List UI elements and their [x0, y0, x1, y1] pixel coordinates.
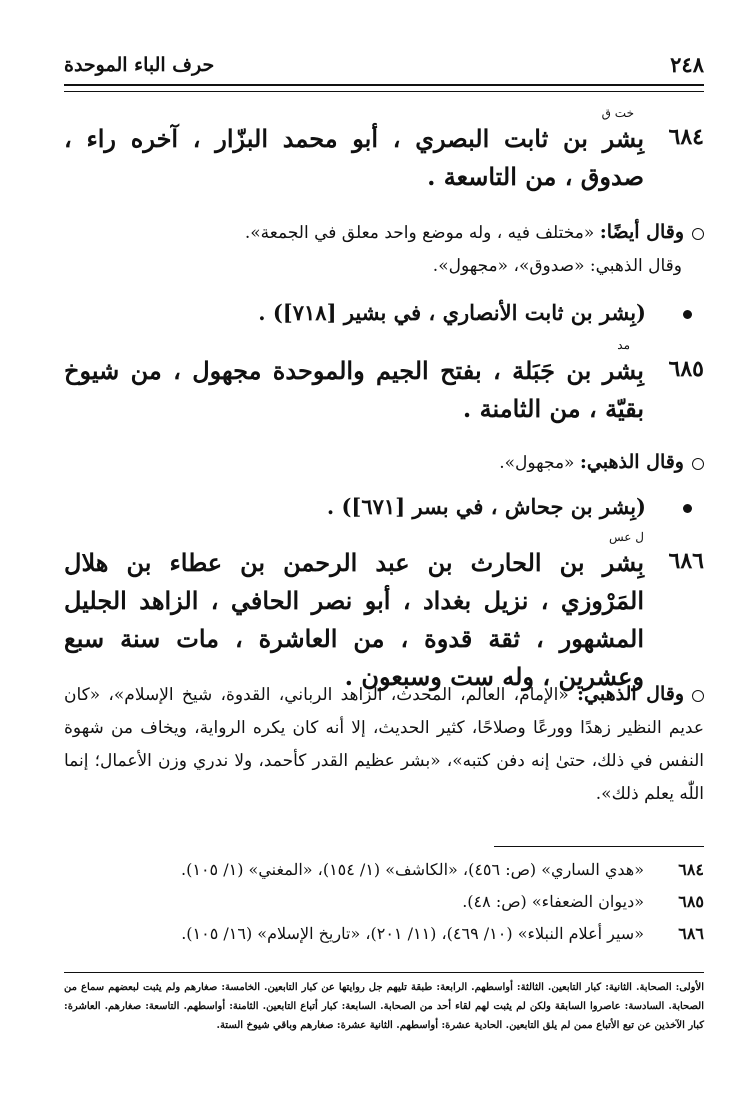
entry-text: بِشر بن ثابت البصري ، أبو محمد البزّار ، آخره راء ، صدوق ، من التاسعة .	[64, 124, 644, 191]
entry-number: ٦٨٥	[668, 356, 704, 382]
tabaqat-note: الأولى: الصحابة. الثانية: كبار التابعين. الثالثة: أواسطهم. الرابعة: طبقة تليهم جل روايتها عن كبار التابعين. الخامسة: صغارهم ولم يثبت لبعضهم سماع من الصحابة. السادسة: عاصروا السابقة ولكن لم يثبت لهم لقاء أحد من الصحابة. السابعة: كبار أتباع التابعين. الثامنة: أواسطهم. التاسعة: صغارهم. العاشرة: كبار الآخذين عن تبع الأتباع ممن لم يلق التابعين. الحادية عشرة: أواسطهم. الثانية عشرة: صغارهم وباقي شيوخ الستة.	[64, 982, 704, 1031]
footnote	[64, 860, 704, 879]
bullet-icon	[683, 504, 692, 513]
footnote	[64, 924, 704, 943]
entry-symbols: خت ق	[601, 106, 634, 120]
note-685	[64, 446, 704, 480]
footnote-text: «هدي الساري» (ص: ٤٥٦)، «الكاشف» (١/ ١٥٤)، «المغني» (١/ ١٠٥).	[181, 860, 644, 879]
cross-ref	[64, 300, 704, 325]
cross-ref-text: (بِشر بن ثابت الأنصاري ، في بشير [٧١٨]) .	[258, 300, 646, 325]
entry-number: ٦٨٤	[668, 124, 704, 150]
bullet-icon	[683, 310, 692, 319]
note-circle-icon	[692, 228, 704, 240]
footnote-number: ٦٨٥	[678, 892, 704, 911]
entry-684	[64, 106, 704, 196]
book-page	[64, 48, 704, 1078]
note-text: «مجهول».	[499, 453, 575, 473]
tabaqat-rule	[64, 972, 704, 973]
note-circle-icon	[692, 690, 704, 702]
note-686	[64, 678, 704, 811]
note-lead: وقال الذهبي:	[577, 683, 684, 705]
entry-685	[64, 338, 704, 428]
note-684	[64, 216, 704, 283]
note-text: «مختلف فيه ، وله موضع واحد معلق في الجمعة».	[244, 223, 595, 243]
entry-symbols: مد	[617, 338, 630, 352]
entry-text: بِشر بن الحارث بن عبد الرحمن بن عطاء بن هلال المَرْوزي ، نزيل بغداد ، أبو نصر الحافي ، الزاهد الجليل المشهور ، ثقة قدوة ، من العاشرة ، مات سنة سبع وعشرين ، وله ست وسبعون .	[64, 548, 644, 691]
note-text: «الإمام، العالم، المحدث، الزاهد الرباني، القدوة، شيخ الإسلام»، «كان عديم النظير زهدًا وورعًا وصلاحًا، كثير الحديث، إلا أنه كان يكره الرواية، ويخاف من شهوة النفس في ذلك، حتىٰ إنه دفن كتبه»، «بشر عظيم القدر كأحمد، ولا ندري وزن الأعمال؛ إنما اللّٰه يعلم ذلك».	[64, 685, 704, 804]
note-text: وقال الذهبي: «صدوق»، «مجهول».	[432, 256, 682, 276]
entry-number: ٦٨٦	[668, 548, 704, 574]
footnote	[64, 892, 704, 911]
entry-symbols: ل عس	[609, 530, 644, 544]
page-header	[64, 48, 704, 84]
cross-ref	[64, 494, 704, 519]
footnote-text: «ديوان الضعفاء» (ص: ٤٨).	[462, 892, 644, 911]
footnote-number: ٦٨٤	[678, 860, 704, 879]
note-lead: وقال الذهبي:	[579, 451, 684, 473]
running-title: حرف الباء الموحدة	[64, 54, 215, 76]
page-number: ٢٤٨	[670, 52, 704, 77]
entry-686	[64, 530, 704, 696]
note-circle-icon	[692, 458, 704, 470]
cross-ref-text: (بِشر بن جحاش ، في بسر [٦٧١]) .	[326, 494, 646, 519]
header-double-rule	[64, 84, 704, 92]
footnote-text: «سير أعلام النبلاء» (١٠/ ٤٦٩)، (١١/ ٢٠١)، «تاريخ الإسلام» (١٦/ ١٠٥).	[181, 924, 644, 943]
footnote-number: ٦٨٦	[678, 924, 704, 943]
entry-text: بِشر بن جَبَلة ، بفتح الجيم والموحدة مجهول ، من شيوخ بقيّة ، من الثامنة .	[64, 356, 644, 423]
footnote-rule	[494, 846, 704, 847]
note-lead: وقال أيضًا:	[599, 221, 684, 243]
